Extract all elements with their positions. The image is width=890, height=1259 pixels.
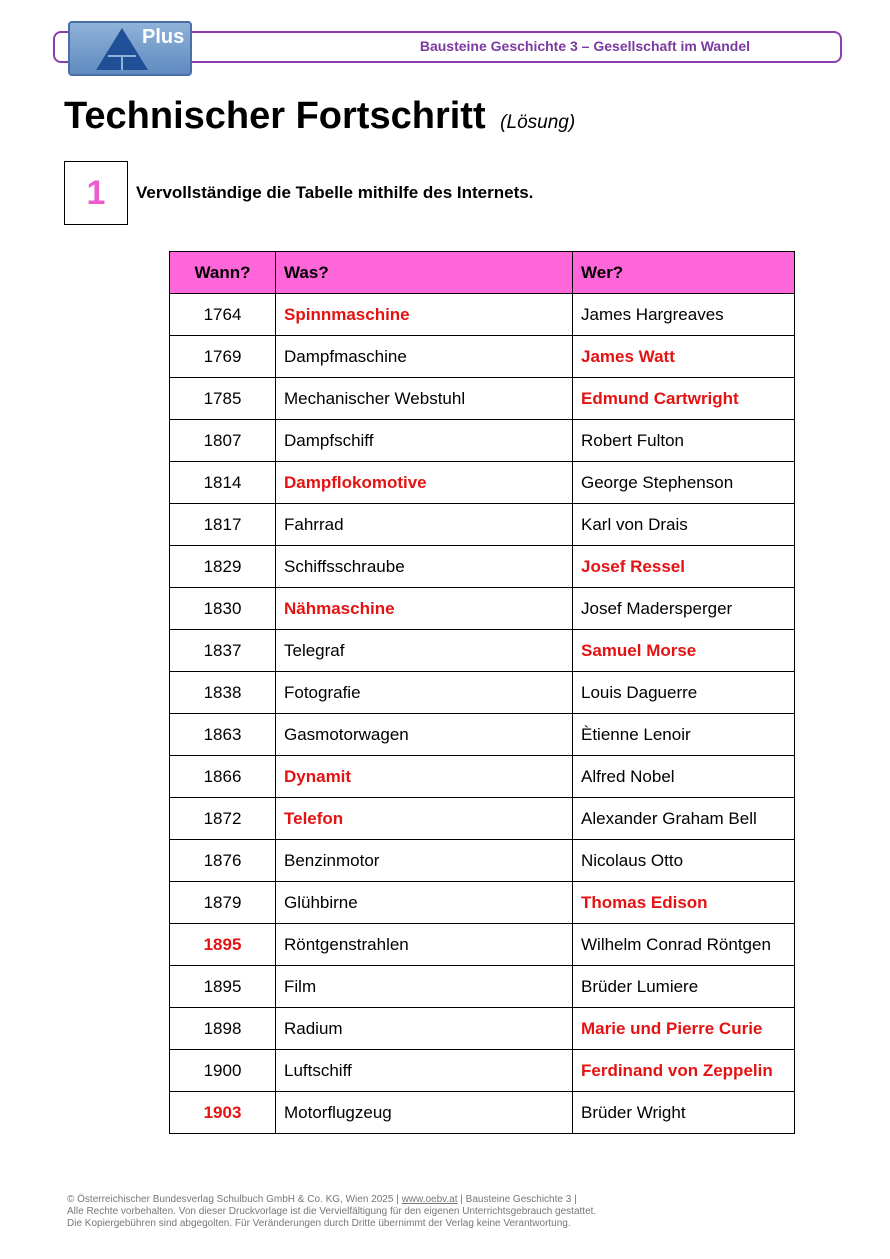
table-row [170, 714, 795, 756]
cell-what: Röntgenstrahlen [276, 924, 573, 966]
plus-logo [68, 21, 192, 76]
page-title-main: Technischer Fortschritt [64, 95, 486, 137]
table-row [170, 882, 795, 924]
table-row [170, 966, 795, 1008]
cell-what: Glühbirne [276, 882, 573, 924]
table-row [170, 1008, 795, 1050]
cell-what: Film [276, 966, 573, 1008]
cell-when: 1764 [170, 294, 276, 336]
table-row [170, 756, 795, 798]
cell-what: Gasmotorwagen [276, 714, 573, 756]
cell-who: Alfred Nobel [573, 756, 795, 798]
cell-who: Marie und Pierre Curie [573, 1008, 795, 1050]
cell-what: Motorflugzeug [276, 1092, 573, 1134]
cell-when: 1817 [170, 504, 276, 546]
cell-when: 1879 [170, 882, 276, 924]
inventions-table [169, 251, 795, 1134]
cell-when: 1863 [170, 714, 276, 756]
table-row [170, 840, 795, 882]
cell-when: 1837 [170, 630, 276, 672]
cell-when: 1898 [170, 1008, 276, 1050]
cell-what: Telefon [276, 798, 573, 840]
table-header-row [170, 252, 795, 294]
table-row [170, 336, 795, 378]
table-row [170, 294, 795, 336]
cell-when: 1838 [170, 672, 276, 714]
table-row [170, 1092, 795, 1134]
table-row [170, 546, 795, 588]
cell-when: 1876 [170, 840, 276, 882]
cell-what: Schiffsschraube [276, 546, 573, 588]
logo-label: Plus [142, 26, 185, 48]
cell-when: 1866 [170, 756, 276, 798]
cell-who: Edmund Cartwright [573, 378, 795, 420]
table-row [170, 798, 795, 840]
cell-who: Wilhelm Conrad Röntgen [573, 924, 795, 966]
footer-line3: Die Kopiergebühren sind abgegolten. Für Veränderungen durch Dritte übernimmt der Verlag keine Verantwortung. [67, 1218, 571, 1229]
cell-what: Nähmaschine [276, 588, 573, 630]
cell-who: George Stephenson [573, 462, 795, 504]
cell-when: 1830 [170, 588, 276, 630]
cell-when: 1903 [170, 1092, 276, 1134]
task-number-box: 1 [64, 161, 128, 225]
cell-what: Luftschiff [276, 1050, 573, 1092]
cell-who: James Hargreaves [573, 294, 795, 336]
cell-who: Thomas Edison [573, 882, 795, 924]
cell-who: Robert Fulton [573, 420, 795, 462]
header-subtitle: Bausteine Geschichte 3 – Gesellschaft im Wandel [419, 38, 750, 54]
cell-who: Samuel Morse [573, 630, 795, 672]
footer-line1-pre: © Österreichischer Bundesverlag Schulbuch GmbH & Co. KG, Wien 2025 | [67, 1194, 402, 1205]
cell-what: Mechanischer Webstuhl [276, 378, 573, 420]
table-row [170, 420, 795, 462]
cell-when: 1900 [170, 1050, 276, 1092]
table-row [170, 672, 795, 714]
cell-what: Telegraf [276, 630, 573, 672]
cell-what: Fahrrad [276, 504, 573, 546]
cell-what: Benzinmotor [276, 840, 573, 882]
table-row [170, 630, 795, 672]
table-row [170, 462, 795, 504]
cell-when: 1814 [170, 462, 276, 504]
cell-what: Dynamit [276, 756, 573, 798]
table-row [170, 504, 795, 546]
cell-who: Louis Daguerre [573, 672, 795, 714]
footer [67, 1194, 596, 1230]
cell-who: Josef Madersperger [573, 588, 795, 630]
header-when: Wann? [170, 252, 276, 294]
footer-line1-post: | Bausteine Geschichte 3 | [457, 1194, 577, 1205]
cell-when: 1895 [170, 924, 276, 966]
cell-what: Dampflokomotive [276, 462, 573, 504]
cell-when: 1769 [170, 336, 276, 378]
page-title [64, 95, 575, 138]
cell-when: 1895 [170, 966, 276, 1008]
table-row [170, 1050, 795, 1092]
cell-when: 1829 [170, 546, 276, 588]
cell-who: Brüder Lumiere [573, 966, 795, 1008]
footer-link[interactable]: www.oebv.at [401, 1194, 458, 1205]
task-instruction: Vervollständige die Tabelle mithilfe des Internets. [136, 183, 534, 202]
cell-who: James Watt [573, 336, 795, 378]
cell-who: Karl von Drais [573, 504, 795, 546]
page-title-sub: (Lösung) [500, 112, 576, 133]
cell-what: Dampfmaschine [276, 336, 573, 378]
cell-what: Radium [276, 1008, 573, 1050]
cell-who: Brüder Wright [573, 1092, 795, 1134]
cell-who: Ètienne Lenoir [573, 714, 795, 756]
cell-who: Nicolaus Otto [573, 840, 795, 882]
table-row [170, 378, 795, 420]
footer-line2: Alle Rechte vorbehalten. Von dieser Druckvorlage ist die Vervielfältigung für den eigenen Unterrichtsgebrauch gestattet. [67, 1206, 597, 1217]
cell-when: 1807 [170, 420, 276, 462]
table-body [170, 294, 795, 1134]
cell-what: Dampfschiff [276, 420, 573, 462]
cell-what: Fotografie [276, 672, 573, 714]
cell-who: Ferdinand von Zeppelin [573, 1050, 795, 1092]
cell-when: 1785 [170, 378, 276, 420]
cell-who: Josef Ressel [573, 546, 795, 588]
table-row [170, 588, 795, 630]
header-what: Was? [276, 252, 573, 294]
header-who: Wer? [573, 252, 795, 294]
table-row [170, 924, 795, 966]
cell-who: Alexander Graham Bell [573, 798, 795, 840]
cell-what: Spinnmaschine [276, 294, 573, 336]
cell-when: 1872 [170, 798, 276, 840]
